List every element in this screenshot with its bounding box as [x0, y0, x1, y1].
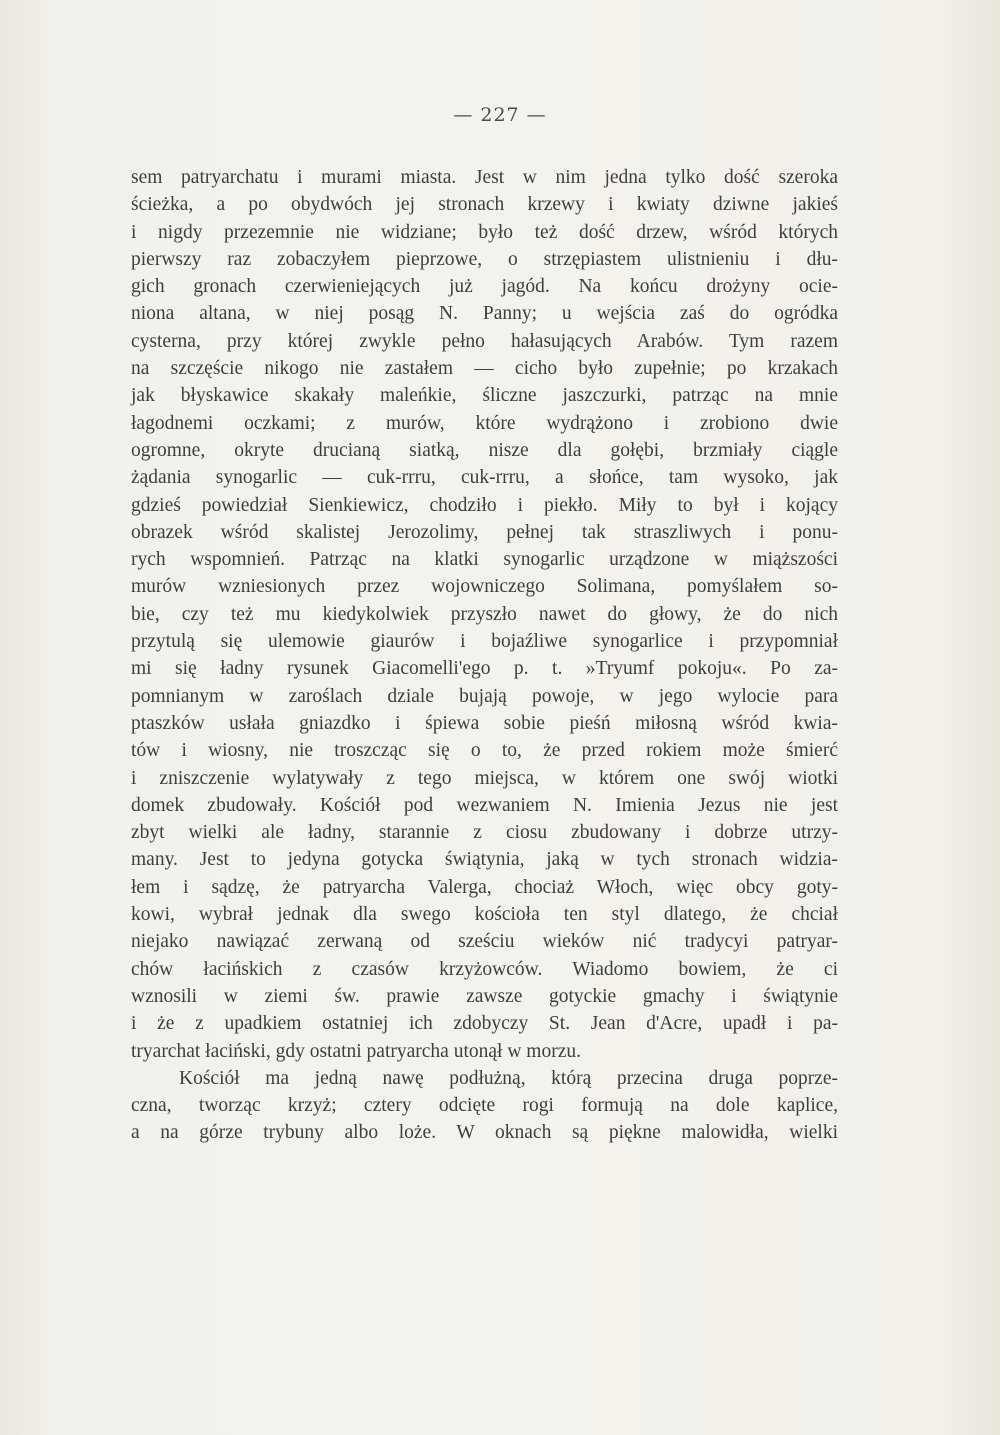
- text-line: niona altana, w niej posąg N. Panny; u wejścia zaś do ogródka: [131, 303, 838, 325]
- text-line: łem i sądzę, że patryarcha Valerga, chociaż Włoch, więc obcy goty-: [131, 876, 838, 898]
- text-line: a na górze trybuny albo loże. W oknach są piękne malowidła, wielki: [131, 1122, 838, 1144]
- text-line: obrazek wśród skalistej Jerozolimy, pełnej tak straszliwych i ponu-: [131, 521, 838, 543]
- text-line: murów wzniesionych przez wojowniczego Solimana, pomyślałem so-: [131, 576, 838, 598]
- text-line: kowi, wybrał jednak dla swego kościoła ten styl dlatego, że chciał: [131, 904, 838, 926]
- text-line: niejako nawiązać zerwaną od sześciu wieków nić tradycyi patryar-: [131, 931, 838, 953]
- text-line: pierwszy raz zobaczyłem pieprzowe, o strzępiastem ulistnieniu i dłu-: [131, 248, 838, 270]
- text-line: bie, czy też mu kiedykolwiek przyszło nawet do głowy, że do nich: [131, 603, 838, 625]
- text-line: zbyt wielki ale ładny, starannie z ciosu zbudowany i dobrze utrzy-: [131, 822, 838, 844]
- text-line: ogromne, okryte drucianą siatką, nisze dla gołębi, brzmiały ciągle: [131, 439, 838, 461]
- text-line: sem patryarchatu i murami miasta. Jest w nim jedna tylko dość szeroka: [131, 167, 838, 188]
- text-line: domek zbudowały. Kościół pod wezwaniem N. Imienia Jezus nie jest: [131, 794, 838, 816]
- text-line: cysterna, przy której zwykle pełno hałasujących Arabów. Tym razem: [131, 330, 838, 352]
- text-line: ptaszków usłała gniazdko i śpiewa sobie pieśń miłosną wśród kwia-: [131, 712, 838, 734]
- text-line: żądania synogarlic — cuk-rrru, cuk-rrru, a słońce, tam wysoko, jak: [131, 467, 838, 489]
- text-line: tów i wiosny, nie troszcząc się o to, że przed rokiem może śmierć: [131, 740, 838, 762]
- text-line: i zniszczenie wylatywały z tego miejsca, w którem one swój wiotki: [131, 767, 838, 789]
- text-line: na szczęście nikogo nie zastałem — cicho było zupełnie; po krzakach: [131, 358, 838, 380]
- text-line: czna, tworząc krzyż; cztery odcięte rogi formują na dole kaplice,: [131, 1095, 838, 1117]
- text-line: tryarchat łaciński, gdy ostatni patryarcha utonął w morzu.: [131, 1040, 581, 1062]
- text-line: i że z upadkiem ostatniej ich zdobyczy St. Jean d'Acre, upadł i pa-: [131, 1013, 838, 1035]
- text-line: jak błyskawice skakały maleńkie, śliczne jaszczurki, patrząc na mnie: [131, 385, 838, 407]
- text-line: wznosili w ziemi św. prawie zawsze gotyckie gmachy i świątynie: [131, 985, 838, 1007]
- text-line: gdzieś powiedział Sienkiewicz, chodziło i piekło. Miły to był i kojący: [131, 494, 838, 516]
- text-line: łagodnemi oczkami; z murów, które wydrążono i zrobiono dwie: [131, 412, 838, 434]
- text-line: chów łacińskich z czasów krzyżowców. Wiadomo bowiem, że ci: [131, 958, 838, 980]
- text-line: mi się ładny rysunek Giacomelli'ego p. t. »Tryumf pokoju«. Po za-: [131, 658, 838, 680]
- text-line: pomnianym w zaroślach dziale bujają powoje, w jego wylocie para: [131, 685, 838, 707]
- text-line: rych wspomnień. Patrząc na klatki synogarlic urządzone w miąższości: [131, 549, 838, 571]
- page-number: — 227 —: [453, 104, 547, 126]
- text-line: ścieżka, a po obydwóch jej stronach krzewy i kwiaty dziwne jakieś: [131, 194, 838, 216]
- text-line: Kościół ma jedną nawę podłużną, którą przecina druga poprze-: [179, 1067, 838, 1089]
- text-line: i nigdy przezemnie nie widziane; było też dość drzew, wśród których: [131, 221, 838, 243]
- text-line: many. Jest to jedyna gotycka świątynia, jaką w tych stronach widzia-: [131, 849, 838, 871]
- text-line: gich gronach czerwieniejących już jagód. Na końcu drożyny ocie-: [131, 276, 838, 298]
- text-line: przytulą się ulemowie giaurów i bojaźliwe synogarlice i przypomniał: [131, 631, 838, 653]
- body-text: [131, 164, 838, 1147]
